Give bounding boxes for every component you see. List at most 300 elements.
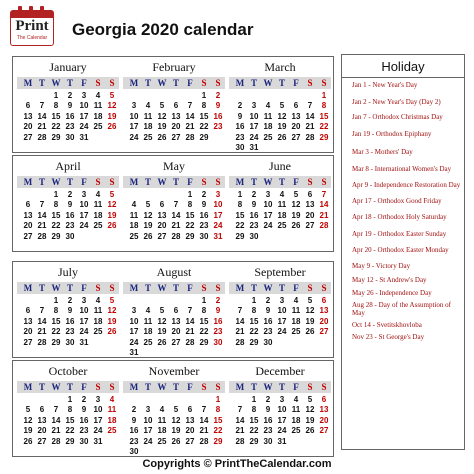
- day-cell: 24: [79, 327, 89, 337]
- day-cell: 22: [199, 327, 209, 337]
- weekday-letter: W: [263, 177, 273, 187]
- day-cell: 18: [157, 426, 167, 436]
- day-cell: 4: [95, 296, 101, 305]
- day-cell: 21: [185, 122, 195, 132]
- weekday-header: [229, 282, 331, 294]
- weekday-header: [123, 282, 225, 294]
- day-cell: 8: [251, 306, 257, 316]
- day-cell: 27: [23, 132, 33, 142]
- weekday-letter: T: [144, 283, 151, 293]
- day-cell: 15: [319, 111, 329, 121]
- day-cell: 20: [319, 316, 329, 326]
- weekday-letter: F: [187, 283, 193, 293]
- month-block: [121, 361, 227, 456]
- day-cell: 10: [79, 101, 89, 111]
- weekday-letter: M: [235, 283, 245, 293]
- day-cell: 1: [215, 395, 221, 404]
- weekday-letter: M: [23, 283, 33, 293]
- holiday-title: Holiday: [381, 59, 425, 74]
- month-block: [15, 57, 121, 152]
- weekday-letter: W: [51, 382, 61, 392]
- weekday-letter: T: [66, 382, 73, 392]
- day-cell: 30: [213, 337, 223, 347]
- day-cell: 26: [107, 122, 117, 132]
- day-cell: 6: [25, 306, 31, 316]
- day-cell: 16: [213, 111, 223, 121]
- day-cell: 11: [291, 306, 301, 316]
- day-cell: 2: [265, 395, 271, 404]
- day-cell: 15: [249, 316, 259, 326]
- day-cell: 12: [107, 200, 117, 210]
- weekday-letter: T: [250, 382, 257, 392]
- day-cell: 10: [263, 200, 273, 210]
- day-cell: 26: [107, 327, 117, 337]
- day-cell: 13: [291, 111, 301, 121]
- day-cell: 24: [93, 426, 103, 436]
- day-cell: 8: [321, 101, 327, 111]
- day-cell: 14: [185, 316, 195, 326]
- day-cell: 14: [199, 415, 209, 425]
- day-cell: 18: [107, 415, 117, 425]
- day-cell: 18: [93, 111, 103, 121]
- day-cell: 22: [235, 221, 245, 231]
- day-cell: 16: [129, 426, 139, 436]
- weekday-letter: T: [278, 177, 285, 187]
- day-cell: 8: [251, 405, 257, 415]
- day-cell: 8: [67, 405, 73, 415]
- holiday-panel: [341, 54, 465, 450]
- day-cell: 13: [185, 415, 195, 425]
- day-cell: 17: [263, 210, 273, 220]
- day-cell: 6: [25, 101, 31, 111]
- month-block: [121, 57, 227, 152]
- day-cell: 15: [199, 316, 209, 326]
- day-cell: 19: [291, 210, 301, 220]
- weekday-letter: T: [278, 78, 285, 88]
- day-cell: 1: [201, 91, 207, 100]
- day-cell: 27: [291, 132, 301, 142]
- day-cell: 11: [157, 415, 167, 425]
- holiday-item: May 12 - St Andrew's Day: [352, 276, 427, 284]
- day-cell: 23: [249, 221, 259, 231]
- day-cell: 14: [185, 111, 195, 121]
- holiday-item: Jan 19 - Orthodox Epiphany: [352, 130, 432, 138]
- day-cell: 8: [53, 306, 59, 316]
- day-cell: 10: [277, 405, 287, 415]
- day-cell: 12: [291, 200, 301, 210]
- day-cell: 21: [305, 122, 315, 132]
- day-cell: 24: [263, 221, 273, 231]
- day-cell: 12: [107, 306, 117, 316]
- weekday-letter: S: [95, 382, 101, 392]
- weekday-header: [17, 282, 119, 294]
- weekday-letter: W: [157, 283, 167, 293]
- day-cell: 25: [291, 426, 301, 436]
- day-cell: 9: [81, 405, 87, 415]
- day-cell: 15: [213, 415, 223, 425]
- day-cell: 13: [171, 316, 181, 326]
- day-cell: 5: [307, 395, 313, 404]
- day-cell: 19: [157, 327, 167, 337]
- day-cell: 13: [171, 111, 181, 121]
- day-cell: 4: [265, 101, 271, 111]
- day-cell: 3: [145, 405, 151, 415]
- day-cell: 7: [201, 405, 207, 415]
- day-cell: 13: [305, 200, 315, 210]
- day-cell: 10: [93, 405, 103, 415]
- day-cell: 13: [319, 405, 329, 415]
- day-cell: 22: [249, 426, 259, 436]
- day-cell: 29: [249, 436, 259, 446]
- day-cell: 21: [51, 426, 61, 436]
- day-cell: 17: [79, 316, 89, 326]
- holiday-divider: [342, 77, 464, 78]
- logo-tagline: The Calendar: [16, 35, 48, 41]
- weekday-letter: S: [321, 283, 327, 293]
- day-cell: 3: [265, 190, 271, 199]
- day-cell: 9: [237, 111, 243, 121]
- day-cell: 31: [79, 132, 89, 142]
- day-cell: 23: [263, 327, 273, 337]
- day-cell: 25: [277, 221, 287, 231]
- day-cell: 6: [39, 405, 45, 415]
- day-cell: 29: [51, 132, 61, 142]
- day-cell: 24: [143, 436, 153, 446]
- day-cell: 19: [143, 221, 153, 231]
- day-cell: 21: [185, 327, 195, 337]
- day-cell: 3: [279, 395, 285, 404]
- weekday-letter: T: [250, 177, 257, 187]
- day-cell: 12: [171, 415, 181, 425]
- day-cell: 7: [237, 405, 243, 415]
- weekday-letter: W: [157, 78, 167, 88]
- weekday-letter: T: [144, 382, 151, 392]
- day-cell: 11: [143, 316, 153, 326]
- day-cell: 14: [235, 316, 245, 326]
- day-cell: 26: [305, 426, 315, 436]
- day-cell: 11: [107, 405, 117, 415]
- day-cell: 1: [237, 190, 243, 199]
- day-cell: 15: [51, 111, 61, 121]
- day-cell: 5: [279, 101, 285, 111]
- day-cell: 19: [107, 210, 117, 220]
- day-cell: 12: [277, 111, 287, 121]
- holiday-item: Nov 23 - St George's Day: [352, 333, 425, 341]
- weekday-header: [17, 381, 119, 393]
- day-cell: 25: [107, 426, 117, 436]
- day-cell: 9: [67, 200, 73, 210]
- day-cell: 21: [171, 221, 181, 231]
- day-cell: 27: [23, 337, 33, 347]
- month-name: July: [57, 265, 78, 279]
- month-block: [15, 361, 121, 456]
- day-cell: 30: [263, 436, 273, 446]
- weekday-letter: T: [66, 177, 73, 187]
- month-block: [15, 262, 121, 357]
- day-cell: 7: [39, 200, 45, 210]
- day-cell: 29: [235, 231, 245, 241]
- day-cell: 18: [263, 122, 273, 132]
- day-cell: 9: [67, 306, 73, 316]
- month-block: [227, 262, 333, 357]
- month-name: November: [148, 364, 200, 378]
- day-cell: 21: [235, 327, 245, 337]
- day-cell: 5: [109, 190, 115, 199]
- day-cell: 25: [129, 231, 139, 241]
- weekday-letter: S: [215, 283, 221, 293]
- day-cell: 12: [157, 111, 167, 121]
- day-cell: 11: [129, 210, 139, 220]
- day-cell: 19: [171, 426, 181, 436]
- weekday-letter: T: [250, 283, 257, 293]
- holiday-item: Apr 9 - Independence Restoration Day: [352, 181, 461, 189]
- weekday-letter: T: [66, 283, 73, 293]
- day-cell: 25: [93, 327, 103, 337]
- day-cell: 18: [277, 210, 287, 220]
- weekday-letter: S: [95, 177, 101, 187]
- holiday-item: Apr 20 - Orthodox Easter Monday: [352, 246, 449, 254]
- day-cell: 3: [251, 101, 257, 111]
- day-cell: 8: [215, 405, 221, 415]
- day-cell: 18: [143, 122, 153, 132]
- day-cell: 25: [157, 436, 167, 446]
- day-cell: 24: [277, 426, 287, 436]
- weekday-letter: T: [172, 283, 179, 293]
- day-cell: 6: [25, 200, 31, 210]
- holiday-item: Jan 1 - New Year's Day: [352, 81, 418, 89]
- weekday-letter: T: [144, 78, 151, 88]
- day-cell: 30: [129, 447, 139, 456]
- holiday-item: Apr 17 - Orthodox Good Friday: [352, 197, 442, 205]
- day-cell: 5: [159, 306, 165, 316]
- weekday-letter: F: [187, 177, 193, 187]
- day-cell: 27: [185, 436, 195, 446]
- month-block: [227, 156, 333, 251]
- day-cell: 23: [199, 221, 209, 231]
- month-name: March: [264, 60, 296, 74]
- weekday-letter: S: [215, 78, 221, 88]
- day-cell: 2: [265, 296, 271, 305]
- weekday-letter: S: [201, 177, 207, 187]
- weekday-header: [229, 77, 331, 89]
- day-cell: 16: [213, 316, 223, 326]
- day-cell: 24: [129, 132, 139, 142]
- day-cell: 10: [249, 111, 259, 121]
- day-cell: 10: [79, 306, 89, 316]
- day-cell: 4: [159, 405, 165, 415]
- weekday-letter: S: [109, 382, 115, 392]
- day-cell: 14: [37, 316, 47, 326]
- day-cell: 3: [95, 395, 101, 404]
- weekday-letter: W: [51, 283, 61, 293]
- holiday-item: Apr 18 - Orthodox Holy Saturday: [352, 213, 447, 221]
- day-cell: 24: [249, 132, 259, 142]
- weekday-letter: W: [263, 283, 273, 293]
- day-cell: 8: [187, 200, 193, 210]
- day-cell: 9: [215, 101, 221, 111]
- day-cell: 16: [79, 415, 89, 425]
- day-cell: 19: [305, 316, 315, 326]
- holiday-item: Oct 14 - Svetitskhovloba: [352, 321, 422, 329]
- logo-word: Print: [15, 18, 49, 34]
- day-cell: 29: [319, 132, 329, 142]
- day-cell: 26: [305, 327, 315, 337]
- day-cell: 23: [129, 436, 139, 446]
- day-cell: 14: [37, 210, 47, 220]
- day-cell: 9: [201, 200, 207, 210]
- day-cell: 2: [67, 190, 73, 199]
- day-cell: 30: [235, 143, 245, 152]
- holiday-item: May 26 - Independence Day: [352, 289, 432, 297]
- day-cell: 23: [65, 221, 75, 231]
- day-cell: 1: [53, 190, 59, 199]
- day-cell: 14: [305, 111, 315, 121]
- day-cell: 17: [213, 210, 223, 220]
- day-cell: 30: [249, 231, 259, 241]
- holiday-item: Jan 7 - Orthodox Christmas Day: [352, 113, 443, 121]
- day-cell: 1: [67, 395, 73, 404]
- site-logo[interactable]: [8, 6, 54, 46]
- month-name: February: [152, 60, 196, 74]
- day-cell: 17: [129, 327, 139, 337]
- weekday-letter: S: [307, 382, 313, 392]
- day-cell: 27: [37, 436, 47, 446]
- weekday-letter: F: [187, 382, 193, 392]
- month-block: [227, 361, 333, 456]
- day-cell: 15: [65, 415, 75, 425]
- day-cell: 5: [109, 91, 115, 100]
- day-cell: 28: [37, 337, 47, 347]
- day-cell: 17: [93, 415, 103, 425]
- day-cell: 22: [319, 122, 329, 132]
- day-cell: 28: [235, 436, 245, 446]
- day-cell: 3: [81, 91, 87, 100]
- day-cell: 19: [305, 415, 315, 425]
- day-cell: 4: [293, 296, 299, 305]
- day-cell: 6: [173, 306, 179, 316]
- day-cell: 30: [79, 436, 89, 446]
- day-cell: 9: [265, 405, 271, 415]
- day-cell: 14: [51, 415, 61, 425]
- weekday-letter: T: [278, 382, 285, 392]
- day-cell: 2: [215, 91, 221, 100]
- day-cell: 19: [277, 122, 287, 132]
- day-cell: 10: [213, 200, 223, 210]
- day-cell: 28: [199, 436, 209, 446]
- day-cell: 9: [131, 415, 137, 425]
- day-cell: 28: [185, 337, 195, 347]
- day-cell: 8: [53, 200, 59, 210]
- day-cell: 27: [171, 337, 181, 347]
- day-cell: 17: [277, 415, 287, 425]
- day-cell: 9: [67, 101, 73, 111]
- day-cell: 26: [277, 132, 287, 142]
- day-cell: 7: [321, 190, 327, 199]
- day-cell: 18: [93, 316, 103, 326]
- weekday-letter: W: [263, 382, 273, 392]
- day-cell: 17: [249, 122, 259, 132]
- day-cell: 6: [293, 101, 299, 111]
- day-cell: 30: [65, 132, 75, 142]
- weekday-letter: W: [51, 78, 61, 88]
- month-name: June: [269, 159, 291, 173]
- weekday-letter: F: [81, 283, 87, 293]
- weekday-letter: T: [38, 283, 45, 293]
- day-cell: 4: [145, 306, 151, 316]
- weekday-letter: S: [109, 78, 115, 88]
- day-cell: 11: [93, 306, 103, 316]
- day-cell: 17: [129, 122, 139, 132]
- day-cell: 2: [131, 405, 137, 415]
- weekday-letter: M: [129, 382, 139, 392]
- day-cell: 2: [251, 190, 257, 199]
- weekday-letter: S: [109, 177, 115, 187]
- day-cell: 27: [319, 426, 329, 436]
- day-cell: 24: [79, 122, 89, 132]
- day-cell: 5: [159, 101, 165, 111]
- day-cell: 29: [51, 337, 61, 347]
- day-cell: 26: [291, 221, 301, 231]
- copyright-footer[interactable]: Copyrights © PrintTheCalendar.com: [142, 458, 332, 470]
- day-cell: 7: [237, 306, 243, 316]
- day-cell: 30: [65, 231, 75, 241]
- weekday-header: [229, 381, 331, 393]
- day-cell: 23: [65, 122, 75, 132]
- weekday-header: [17, 77, 119, 89]
- day-cell: 27: [171, 132, 181, 142]
- day-cell: 14: [37, 111, 47, 121]
- month-block: [121, 262, 227, 357]
- weekday-letter: F: [293, 78, 299, 88]
- day-cell: 25: [143, 337, 153, 347]
- day-cell: 29: [249, 337, 259, 347]
- weekday-letter: T: [278, 283, 285, 293]
- day-cell: 10: [129, 316, 139, 326]
- quarter-block: [12, 360, 334, 457]
- day-cell: 26: [107, 221, 117, 231]
- holiday-item: Mar 8 - International Women's Day: [352, 165, 452, 173]
- weekday-letter: T: [38, 382, 45, 392]
- weekday-letter: M: [129, 177, 139, 187]
- day-cell: 31: [129, 348, 139, 357]
- holiday-item: Aug 28 - Day of the Assumption of May: [352, 301, 451, 317]
- day-cell: 29: [199, 337, 209, 347]
- day-cell: 18: [143, 327, 153, 337]
- day-cell: 24: [277, 327, 287, 337]
- day-cell: 22: [51, 327, 61, 337]
- weekday-letter: T: [38, 177, 45, 187]
- day-cell: 3: [81, 296, 87, 305]
- day-cell: 25: [93, 122, 103, 132]
- day-cell: 8: [201, 101, 207, 111]
- day-cell: 27: [305, 221, 315, 231]
- day-cell: 22: [249, 327, 259, 337]
- day-cell: 3: [131, 101, 137, 111]
- day-cell: 11: [291, 405, 301, 415]
- day-cell: 19: [107, 111, 117, 121]
- weekday-letter: F: [293, 177, 299, 187]
- day-cell: 20: [157, 221, 167, 231]
- day-cell: 7: [187, 306, 193, 316]
- day-cell: 22: [199, 122, 209, 132]
- day-cell: 7: [187, 101, 193, 111]
- day-cell: 15: [185, 210, 195, 220]
- day-cell: 5: [293, 190, 299, 199]
- weekday-header: [123, 381, 225, 393]
- weekday-letter: M: [235, 177, 245, 187]
- day-cell: 2: [215, 296, 221, 305]
- day-cell: 2: [67, 91, 73, 100]
